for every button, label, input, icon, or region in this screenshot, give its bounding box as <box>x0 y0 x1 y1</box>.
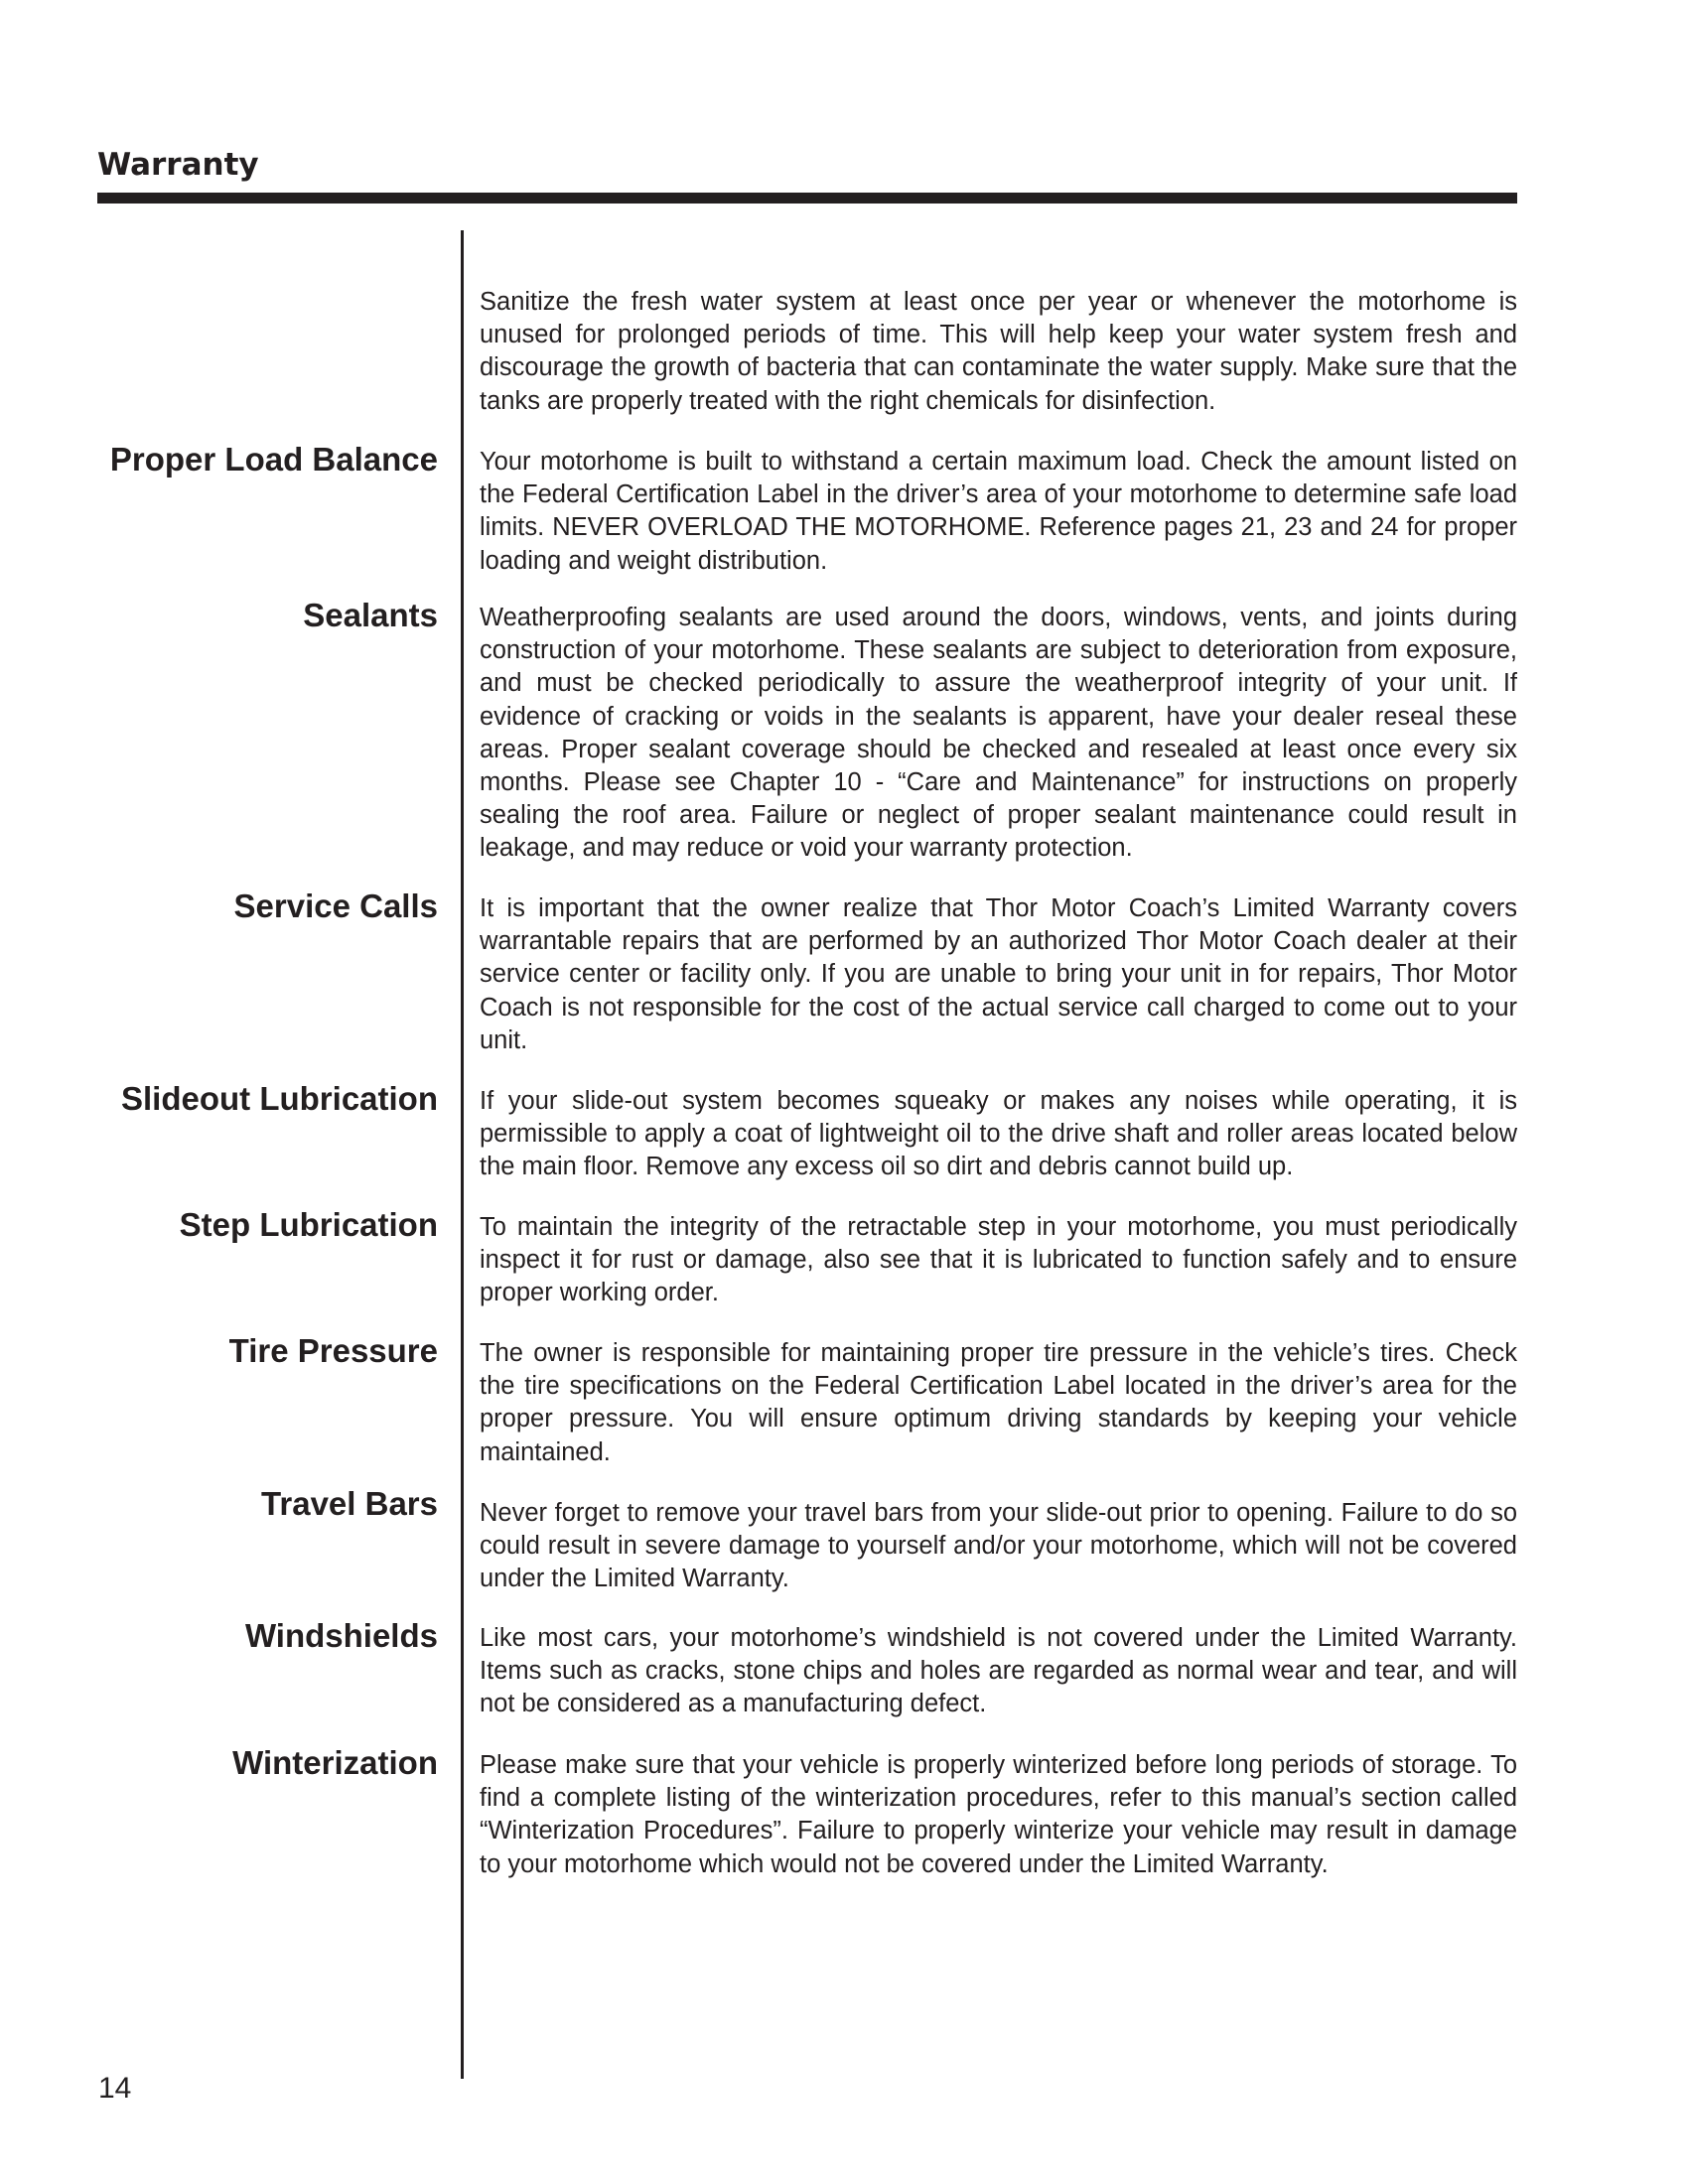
section-label: Proper Load Balance <box>109 441 438 478</box>
section-label: Tire Pressure <box>228 1332 438 1369</box>
section-body: To maintain the integrity of the retractable step in your motorhome, you must periodically inspect it for rust or damage, also see that it is lubricated to function safely and to ensure proper working order. <box>480 1213 1517 1307</box>
column-divider <box>461 230 464 2079</box>
section-label: Step Lubrication <box>179 1206 438 1243</box>
section-body: It is important that the owner realize that Thor Motor Coach’s Limited Warranty covers warrantable repairs that are performed by an authorized Thor Motor Coach dealer at their service center or facility only. If you are unable to bring your unit in for repairs, Thor Motor Coach is not responsible for the cost of the actual service call charged to come out to your unit. <box>480 894 1517 1054</box>
section-label: Travel Bars <box>261 1485 438 1522</box>
section-body: Weatherproofing sealants are used around the doors, windows, vents, and joints during construction of your motorhome. These sealants are subject to deterioration from exposure, and must be checked periodically to assure the weatherproof integrity of your unit. If evidence of cracking or voids in the sealants is apparent, have your dealer reseal these areas. Proper sealant coverage should be checked and resealed at least once every six months. Please see Chapter 10 - “Care and Maintenance” for instructions on properly sealing the roof area. Failure or neglect of proper sealant maintenance could result in leakage, and may reduce or void your warranty protection. <box>480 604 1517 863</box>
section-body: Please make sure that your vehicle is properly winterized before long periods of storage. To find a complete listing of the winterization procedures, refer to this manual’s section called “Winterization Procedures”. Failure to properly winterize your vehicle may result in damage to your motorhome which would not be covered under the Limited Warranty. <box>480 1751 1517 1878</box>
page-header-title: Warranty <box>97 147 259 183</box>
section-label: Sealants <box>303 597 438 633</box>
section-body: The owner is responsible for maintaining proper tire pressure in the vehicle’s tires. Check the tire specifications on the Federal Certification Label located in the driver’s area for the proper pressure. You will ensure optimum driving standards by keeping your vehicle maintained. <box>480 1339 1517 1466</box>
section-label: Winterization <box>232 1744 438 1781</box>
section-body: Like most cars, your motorhome’s windshield is not covered under the Limited Warranty. Items such as cracks, stone chips and holes are regarded as normal wear and tear, and will not be considered as a manufacturing defect. <box>480 1624 1517 1718</box>
section-label: Service Calls <box>233 887 438 924</box>
header-rule <box>97 193 1517 204</box>
section-label: Slideout Lubrication <box>121 1080 438 1117</box>
page-number: 14 <box>98 2072 132 2105</box>
section-label: Windshields <box>244 1617 438 1654</box>
section-body: Never forget to remove your travel bars from your slide-out prior to opening. Failure to do so could result in severe damage to yourself and/or your motorhome, which will not be covered under the Limited Warranty. <box>480 1499 1517 1593</box>
section-body: Sanitize the fresh water system at least once per year or whenever the motorhome is unused for prolonged periods of time. This will help keep your water system fresh and discourage the growth of bacteria that can contaminate the water supply. Make sure that the tanks are properly treated with the right chemicals for disinfection. <box>480 288 1517 415</box>
section-body: If your slide-out system becomes squeaky or makes any noises while operating, it is permissible to apply a coat of lightweight oil to the drive shaft and roller areas located below the main floor. Remove any excess oil so dirt and debris cannot build up. <box>480 1087 1517 1181</box>
section-body: Your motorhome is built to withstand a certain maximum load. Check the amount listed on the Federal Certification Label in the driver’s area of your motorhome to determine safe load limits. NEVER OVERLOAD THE MOTORHOME. Reference pages 21, 23 and 24 for proper loading and weight distribution. <box>480 448 1517 575</box>
